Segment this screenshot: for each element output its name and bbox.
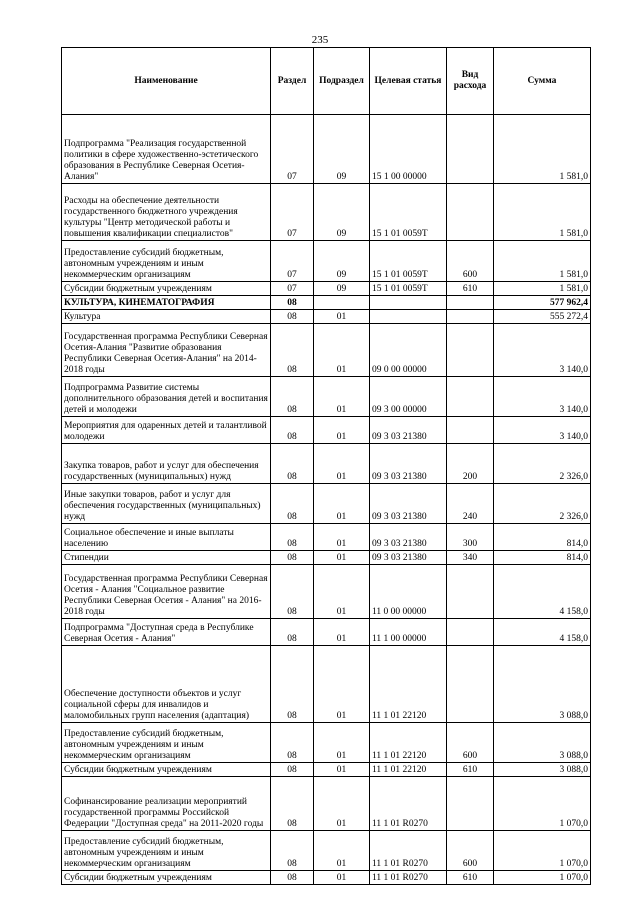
row-name: Подпрограмма "Доступная среда в Республике Северная Осетия - Алания" <box>62 619 271 646</box>
row-amount: 814,0 <box>494 524 591 551</box>
row-amount: 1 581,0 <box>494 241 591 282</box>
row-target: 09 3 03 21380 <box>370 417 447 444</box>
row-subsection: 01 <box>314 723 370 763</box>
row-amount: 1 070,0 <box>494 831 591 871</box>
row-expense-type <box>447 565 494 619</box>
row-amount: 4 158,0 <box>494 565 591 619</box>
table-row <box>62 417 591 444</box>
row-name: Обеспечение доступности объектов и услуг социальной сферы для инвалидов и маломобильных групп населения (адаптация) <box>62 646 271 723</box>
row-expense-type <box>447 296 494 310</box>
table-row <box>62 444 591 484</box>
row-expense-type <box>447 377 494 417</box>
row-section: 08 <box>271 444 314 484</box>
row-name: Социальное обеспечение и иные выплаты населению <box>62 524 271 551</box>
row-amount: 1 070,0 <box>494 871 591 885</box>
row-expense-type <box>447 619 494 646</box>
table-row <box>62 871 591 885</box>
table-row <box>62 310 591 324</box>
row-section: 08 <box>271 417 314 444</box>
row-subsection: 01 <box>314 417 370 444</box>
row-name: Мероприятия для одаренных детей и талантливой молодежи <box>62 417 271 444</box>
table-row <box>62 324 591 377</box>
row-amount: 2 326,0 <box>494 444 591 484</box>
row-target: 11 1 01 R0270 <box>370 831 447 871</box>
table-row <box>62 565 591 619</box>
header-target: Целевая статья <box>370 48 447 115</box>
header-expense-type: Вид расхода <box>447 48 494 115</box>
row-expense-type <box>447 324 494 377</box>
row-amount: 3 140,0 <box>494 377 591 417</box>
row-subsection: 09 <box>314 115 370 184</box>
row-expense-type <box>447 184 494 241</box>
row-section: 07 <box>271 115 314 184</box>
row-expense-type: 600 <box>447 723 494 763</box>
row-section: 08 <box>271 565 314 619</box>
row-subsection: 09 <box>314 241 370 282</box>
row-amount: 3 140,0 <box>494 324 591 377</box>
row-target: 15 1 01 0059Т <box>370 282 447 296</box>
row-expense-type <box>447 310 494 324</box>
row-amount: 555 272,4 <box>494 310 591 324</box>
row-target: 11 1 00 00000 <box>370 619 447 646</box>
header-subsection: Подраздел <box>314 48 370 115</box>
row-target: 09 3 03 21380 <box>370 551 447 565</box>
row-subsection: 01 <box>314 551 370 565</box>
table-row <box>62 184 591 241</box>
row-target: 09 3 00 00000 <box>370 377 447 417</box>
row-expense-type <box>447 646 494 723</box>
row-amount: 814,0 <box>494 551 591 565</box>
row-section: 08 <box>271 619 314 646</box>
row-name: Предоставление субсидий бюджетным, автономным учреждениям и иным некоммерческим организациям <box>62 831 271 871</box>
row-target: 11 1 01 22120 <box>370 646 447 723</box>
row-section: 07 <box>271 282 314 296</box>
row-name: Стипендии <box>62 551 271 565</box>
row-subsection: 01 <box>314 565 370 619</box>
budget-table <box>61 47 591 885</box>
row-name: Иные закупки товаров, работ и услуг для обеспечения государственных (муниципальных) нужд <box>62 484 271 524</box>
row-section: 08 <box>271 723 314 763</box>
row-name: Подпрограмма "Реализация государственной политики в сфере художественно-эстетического образования в Республике Северная Осетия-Алания" <box>62 115 271 184</box>
row-expense-type: 610 <box>447 282 494 296</box>
row-expense-type: 600 <box>447 241 494 282</box>
row-section: 08 <box>271 377 314 417</box>
row-expense-type: 600 <box>447 831 494 871</box>
table-row <box>62 723 591 763</box>
row-expense-type: 200 <box>447 444 494 484</box>
row-amount: 1 070,0 <box>494 777 591 831</box>
row-name: Расходы на обеспечение деятельности государственного бюджетного учреждения культуры "Центр методической работы и повышения квалификации специалистов" <box>62 184 271 241</box>
row-target: 11 1 01 22120 <box>370 723 447 763</box>
row-target: 09 3 03 21380 <box>370 524 447 551</box>
row-name: Субсидии бюджетным учреждениям <box>62 282 271 296</box>
table-row <box>62 296 591 310</box>
row-target: 11 1 01 22120 <box>370 763 447 777</box>
table-row <box>62 282 591 296</box>
row-name: Субсидии бюджетным учреждениям <box>62 871 271 885</box>
row-subsection: 09 <box>314 184 370 241</box>
row-amount: 1 581,0 <box>494 115 591 184</box>
table-row <box>62 484 591 524</box>
row-subsection: 01 <box>314 324 370 377</box>
table-row <box>62 115 591 184</box>
row-expense-type <box>447 115 494 184</box>
row-subsection: 01 <box>314 524 370 551</box>
row-section: 08 <box>271 484 314 524</box>
table-row <box>62 646 591 723</box>
row-name: Подпрограмма Развитие системы дополнительного образования детей и воспитания детей и молодежи <box>62 377 271 417</box>
row-subsection: 09 <box>314 282 370 296</box>
row-subsection: 01 <box>314 871 370 885</box>
row-name: Культура <box>62 310 271 324</box>
row-name: Софинансирование реализации мероприятий государственной программы Российской Федерации "Доступная среда" на 2011-2020 годы <box>62 777 271 831</box>
row-section: 08 <box>271 763 314 777</box>
row-expense-type: 340 <box>447 551 494 565</box>
row-name: КУЛЬТУРА, КИНЕМАТОГРАФИЯ <box>62 296 271 310</box>
row-target <box>370 310 447 324</box>
row-target: 15 1 01 0059Т <box>370 184 447 241</box>
row-section: 08 <box>271 551 314 565</box>
row-expense-type <box>447 417 494 444</box>
row-section: 07 <box>271 241 314 282</box>
row-section: 08 <box>271 296 314 310</box>
row-amount: 3 140,0 <box>494 417 591 444</box>
row-section: 08 <box>271 871 314 885</box>
row-subsection: 01 <box>314 484 370 524</box>
table-row <box>62 831 591 871</box>
row-section: 07 <box>271 184 314 241</box>
row-target <box>370 296 447 310</box>
row-subsection: 01 <box>314 310 370 324</box>
row-amount: 3 088,0 <box>494 646 591 723</box>
row-amount: 1 581,0 <box>494 184 591 241</box>
table-row <box>62 763 591 777</box>
row-amount: 3 088,0 <box>494 763 591 777</box>
row-name: Предоставление субсидий бюджетным, автономным учреждениям и иным некоммерческим организациям <box>62 723 271 763</box>
table-row <box>62 524 591 551</box>
row-target: 11 1 01 R0270 <box>370 871 447 885</box>
row-section: 08 <box>271 831 314 871</box>
row-expense-type <box>447 777 494 831</box>
row-section: 08 <box>271 310 314 324</box>
table-row <box>62 777 591 831</box>
row-amount: 4 158,0 <box>494 619 591 646</box>
row-target: 11 0 00 00000 <box>370 565 447 619</box>
row-target: 11 1 01 R0270 <box>370 777 447 831</box>
row-amount: 1 581,0 <box>494 282 591 296</box>
row-section: 08 <box>271 777 314 831</box>
row-subsection <box>314 296 370 310</box>
table-row <box>62 551 591 565</box>
row-expense-type: 300 <box>447 524 494 551</box>
page-number: 235 <box>311 34 329 46</box>
row-subsection: 01 <box>314 777 370 831</box>
header-section: Раздел <box>271 48 314 115</box>
row-target: 15 1 01 0059Т <box>370 241 447 282</box>
row-amount: 3 088,0 <box>494 723 591 763</box>
row-section: 08 <box>271 324 314 377</box>
row-amount: 2 326,0 <box>494 484 591 524</box>
row-name: Закупка товаров, работ и услуг для обеспечения государственных (муниципальных) нужд <box>62 444 271 484</box>
row-subsection: 01 <box>314 377 370 417</box>
row-subsection: 01 <box>314 444 370 484</box>
row-subsection: 01 <box>314 646 370 723</box>
row-expense-type: 240 <box>447 484 494 524</box>
row-name: Государственная программа Республики Северная Осетия-Алания "Развитие образования Республики Северная Осетия-Алания" на 2014-2018 годы <box>62 324 271 377</box>
table-row <box>62 241 591 282</box>
row-subsection: 01 <box>314 763 370 777</box>
header-amount: Сумма <box>494 48 591 115</box>
row-expense-type: 610 <box>447 871 494 885</box>
header-name: Наименование <box>62 48 271 115</box>
row-target: 09 3 03 21380 <box>370 444 447 484</box>
row-name: Субсидии бюджетным учреждениям <box>62 763 271 777</box>
row-subsection: 01 <box>314 619 370 646</box>
row-section: 08 <box>271 524 314 551</box>
row-name: Государственная программа Республики Северная Осетия - Алания "Социальное развитие Республики Северная Осетия - Алания" на 2016-2018 годы <box>62 565 271 619</box>
row-expense-type: 610 <box>447 763 494 777</box>
row-name: Предоставление субсидий бюджетным, автономным учреждениям и иным некоммерческим организациям <box>62 241 271 282</box>
row-amount: 577 962,4 <box>494 296 591 310</box>
table-header-row <box>62 48 591 115</box>
table-body <box>62 115 591 885</box>
row-section: 08 <box>271 646 314 723</box>
row-target: 15 1 00 00000 <box>370 115 447 184</box>
row-target: 09 3 03 21380 <box>370 484 447 524</box>
table-row <box>62 619 591 646</box>
row-target: 09 0 00 00000 <box>370 324 447 377</box>
table-row <box>62 377 591 417</box>
row-subsection: 01 <box>314 831 370 871</box>
